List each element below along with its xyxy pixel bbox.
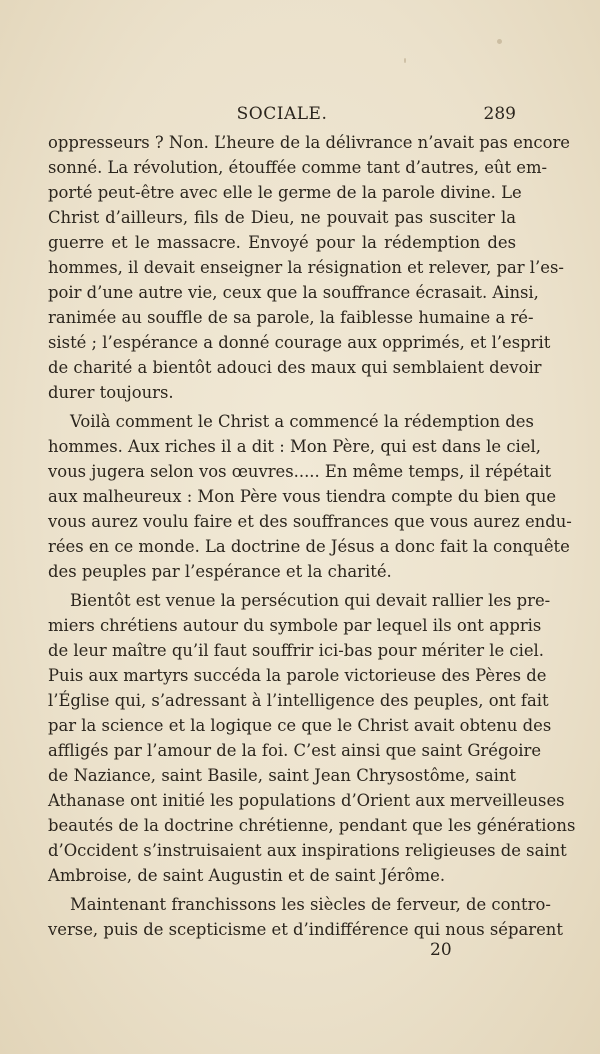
text-line: oppresseurs ? Non. L’heure de la délivrance n’avait pas encore (48, 133, 570, 152)
text-line: hommes. Aux riches il a dit : Mon Père, qui est dans le ciel, (48, 437, 541, 456)
text-line: beautés de la doctrine chrétienne, pendant que les générations (48, 816, 576, 835)
text-line: aux malheureux : Mon Père vous tiendra compte du bien que (48, 487, 557, 506)
text-line: ranimée au souffle de sa parole, la faiblesse humaine a ré- (48, 308, 534, 327)
text-line: Christ d’ailleurs, fils de Dieu, ne pouvait pas susciter la (48, 208, 516, 227)
text-line: guerre et le massacre. Envoyé pour la rédemption des (48, 233, 516, 252)
text-line: Maintenant franchissons les siècles de ferveur, de contro- (70, 895, 551, 914)
text-line: l’Église qui, s’adressant à l’intelligence des peuples, ont fait (48, 691, 549, 710)
text-line: de charité a bientôt adouci des maux qui semblaient devoir (48, 358, 542, 377)
page-number: 289 (483, 104, 516, 124)
text-line: Athanase ont initié les populations d’Orient aux merveilleuses (48, 791, 565, 810)
signature-mark: 20 (430, 940, 452, 960)
text-line: miers chrétiens autour du symbole par lequel ils ont appris (48, 616, 542, 635)
text-line: hommes, il devait enseigner la résignation et relever, par l’es- (48, 258, 564, 277)
text-line: rées en ce monde. La doctrine de Jésus a donc fait la conquête (48, 537, 570, 556)
text-line: sisté ; l’espérance a donné courage aux opprimés, et l’esprit (48, 333, 551, 352)
text-line: par la science et la logique ce que le Christ avait obtenu des (48, 716, 552, 735)
text-line: poir d’une autre vie, ceux que la souffrance écrasait. Ainsi, (48, 283, 539, 302)
text-line: sonné. La révolution, étouffée comme tant d’autres, eût em- (48, 158, 548, 177)
text-line: porté peut-être avec elle le germe de la parole divine. Le (48, 183, 522, 202)
text-line: vous jugera selon vos œuvres..... En même temps, il répétait (48, 462, 552, 481)
text-line: Voilà comment le Christ a commencé la rédemption des (70, 412, 534, 431)
paper-spot (497, 39, 502, 44)
text-line: affligés par l’amour de la foi. C’est ainsi que saint Grégoire (48, 741, 542, 760)
text-line: de Naziance, saint Basile, saint Jean Chrysostôme, saint (48, 766, 516, 785)
text-line: Bientôt est venue la persécution qui devait rallier les pre- (70, 591, 551, 610)
body-text (48, 130, 576, 942)
text-line: des peuples par l’espérance et la charité. (48, 562, 392, 581)
text-line: d’Occident s’instruisaient aux inspirations religieuses de saint (48, 841, 567, 860)
paper-spot (404, 58, 406, 63)
text-line: vous aurez voulu faire et des souffrances que vous aurez endu- (48, 512, 572, 531)
text-line: Ambroise, de saint Augustin et de saint Jérôme. (48, 866, 446, 885)
running-title: SOCIALE. (236, 104, 328, 124)
text-line: verse, puis de scepticisme et d’indifférence qui nous séparent (48, 920, 563, 939)
text-line: de leur maître qu’il faut souffrir ici-bas pour mériter le ciel. (48, 641, 545, 660)
text-line: durer toujours. (48, 383, 174, 402)
text-line: Puis aux martyrs succéda la parole victorieuse des Pères de (48, 666, 547, 685)
running-head (48, 104, 516, 128)
